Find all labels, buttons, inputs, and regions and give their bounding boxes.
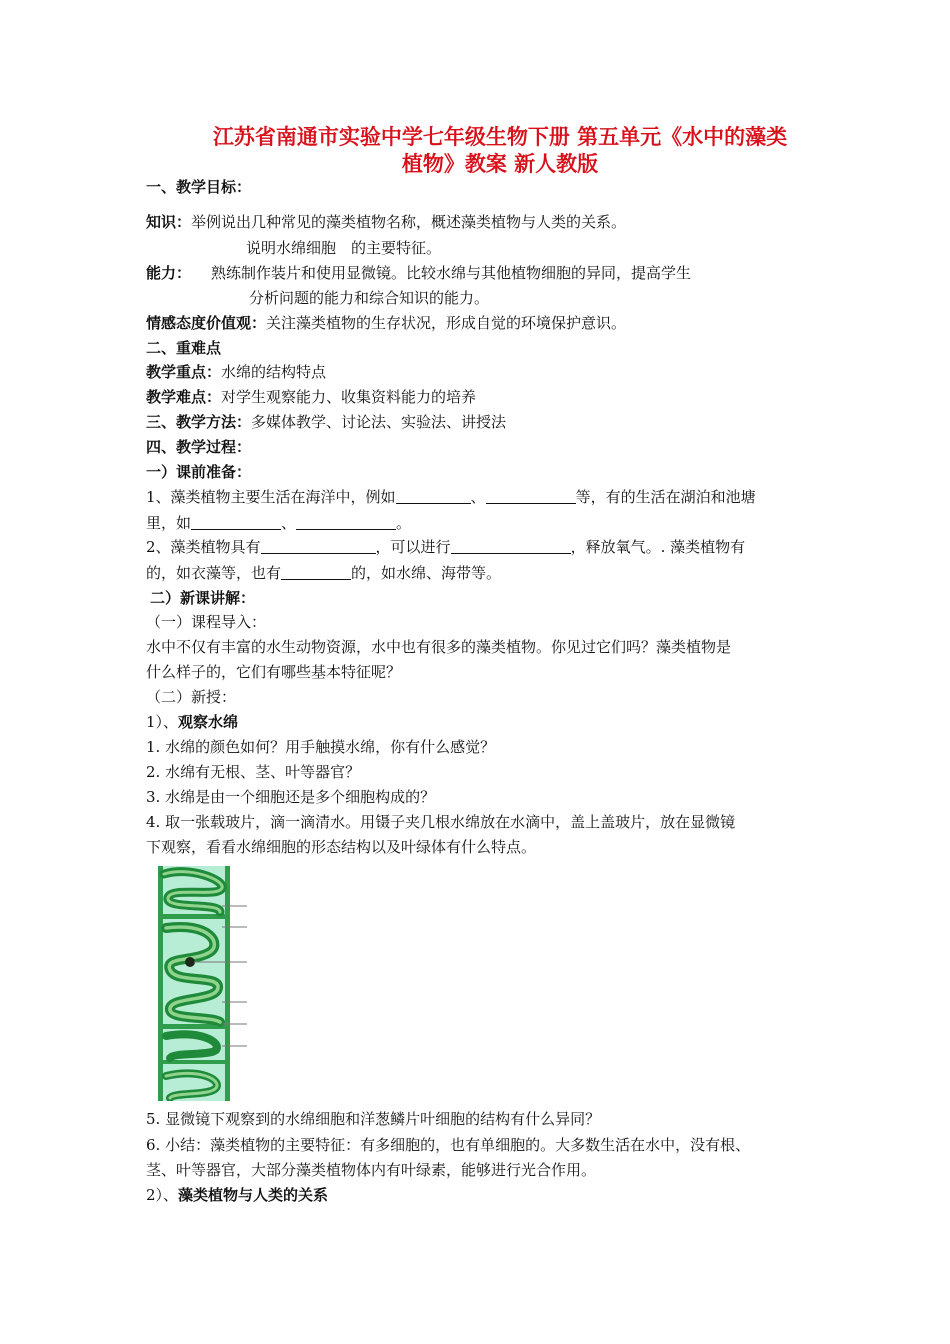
filament-wall-right [225,866,230,1101]
filament-wall-left [158,866,163,1101]
section-3-label: 三、教学方法： [146,413,252,431]
prep-q2-text-b: ，可以进行 [375,538,451,556]
prep-q2-text-e: 的，如水绵、海带等。 [351,564,502,582]
observe-question-4-line-1: 4. 取一张载玻片，滴一滴清水。用镊子夹几根水绵放在水滴中，盖上盖玻片，放在显微镜 [146,813,736,831]
difficulty-label: 教学难点： [146,388,222,406]
knowledge-label: 知识： [146,213,192,231]
knowledge-line-1 [146,212,626,232]
prep-q1-end: 。 [396,514,412,532]
prep-q1-text-c: 里，如 [146,514,192,532]
ability-text-1: 熟练制作装片和使用显微镜。比较水绵与其他植物细胞的异同，提高学生 [211,264,692,282]
prep-heading: 一）课前准备： [146,463,252,481]
observe-question-5: 5. 显微镜下观察到的水绵细胞和洋葱鳞片叶细胞的结构有什么异同？ [146,1110,601,1128]
prep-question-1-line-2 [146,513,411,533]
observe-heading-line [146,712,238,732]
cell-nucleus [185,957,195,967]
relation-heading: 藻类植物与人类的关系 [178,1186,329,1204]
ability-label: 能力： [146,264,192,282]
knowledge-text-1: 举例说出几种常见的藻类植物名称，概述藻类植物与人类的关系。 [191,213,627,231]
knowledge-text-3: 的主要特征。 [351,239,442,257]
intro-text-1: 水中不仅有丰富的水生动物资源，水中也有很多的藻类植物。你见过它们吗？藻类植物是 [146,638,732,656]
observe-heading: 观察水绵 [178,713,239,731]
prep-q1-separator: 、 [281,514,297,532]
prep-q2-text-a: 2、藻类植物具有 [146,538,261,556]
prep-q2-text-c: ，释放氧气。. 藻类植物有 [570,538,746,556]
new-lesson-heading: 二）新课讲解： [150,589,256,607]
summary-line-1: 6. 小结：藻类植物的主要特征：有多细胞的，也有单细胞的。大多数生活在水中，没有根、 [146,1136,751,1154]
observe-question-1: 1. 水绵的颜色如何？用手触摸水绵，你有什么感觉？ [146,738,496,756]
ability-text-2: 分析问题的能力和综合知识的能力。 [249,289,490,307]
intro-label: （一）课程导入： [146,613,267,631]
document-title-line-1: 江苏省南通市实验中学七年级生物下册 第五单元《水中的藻类 [212,125,788,149]
observe-number: 1）、 [146,713,179,731]
fill-blank[interactable] [296,515,396,530]
key-point-label: 教学重点： [146,363,222,381]
section-3-text: 多媒体教学、讨论法、实验法、讲授法 [251,413,507,431]
prep-q1-text-a: 1、藻类植物主要生活在海洋中，例如 [146,488,396,506]
spirogyra-micrograph [150,866,270,1101]
fill-blank[interactable] [191,515,281,530]
fill-blank[interactable] [451,539,571,554]
prep-q1-separator: 、 [470,488,486,506]
fill-blank[interactable] [281,565,351,580]
relation-heading-line [146,1185,328,1205]
document-title-line-2: 植物》教案 新人教版 [401,152,599,176]
emotion-line [146,313,626,333]
new-teaching-label: （二）新授： [146,688,237,706]
fill-blank[interactable] [486,489,576,504]
section-4-heading: 四、教学过程： [146,438,252,456]
prep-question-1-line-1 [146,487,756,507]
observe-question-4-line-2: 下观察，看看水绵细胞的形态结构以及叶绿体有什么特点。 [146,838,537,856]
observe-question-2: 2. 水绵有无根、茎、叶等器官？ [146,763,361,781]
key-point-line [146,362,326,382]
ability-line-1 [146,263,691,283]
observe-question-3: 3. 水绵是由一个细胞还是多个细胞构成的？ [146,788,436,806]
fill-blank[interactable] [261,539,376,554]
intro-text-2: 什么样子的，它们有哪些基本特征呢？ [146,663,402,681]
relation-number: 2）、 [146,1186,179,1204]
difficulty-line [146,387,476,407]
prep-question-2-line-2 [146,563,501,583]
knowledge-line-2 [246,238,441,258]
section-1-heading: 一、教学目标： [146,178,252,196]
summary-line-2: 茎、叶等器官，大部分藻类植物体内有叶绿素，能够进行光合作用。 [146,1161,597,1179]
prep-q1-text-b: 等，有的生活在湖泊和池塘 [575,488,756,506]
section-2-heading: 二、重难点 [146,339,222,357]
knowledge-text-2: 说明水绵细胞 [246,239,337,257]
emotion-label: 情感态度价值观： [146,314,267,332]
prep-q2-text-d: 的，如衣藻等，也有 [146,564,282,582]
emotion-text: 关注藻类植物的生存状况，形成自觉的环境保护意识。 [266,314,627,332]
prep-question-2-line-1 [146,537,745,557]
section-3-line [146,412,506,432]
key-point-text: 水绵的结构特点 [221,363,327,381]
fill-blank[interactable] [396,489,471,504]
difficulty-text: 对学生观察能力、收集资料能力的培养 [221,388,477,406]
